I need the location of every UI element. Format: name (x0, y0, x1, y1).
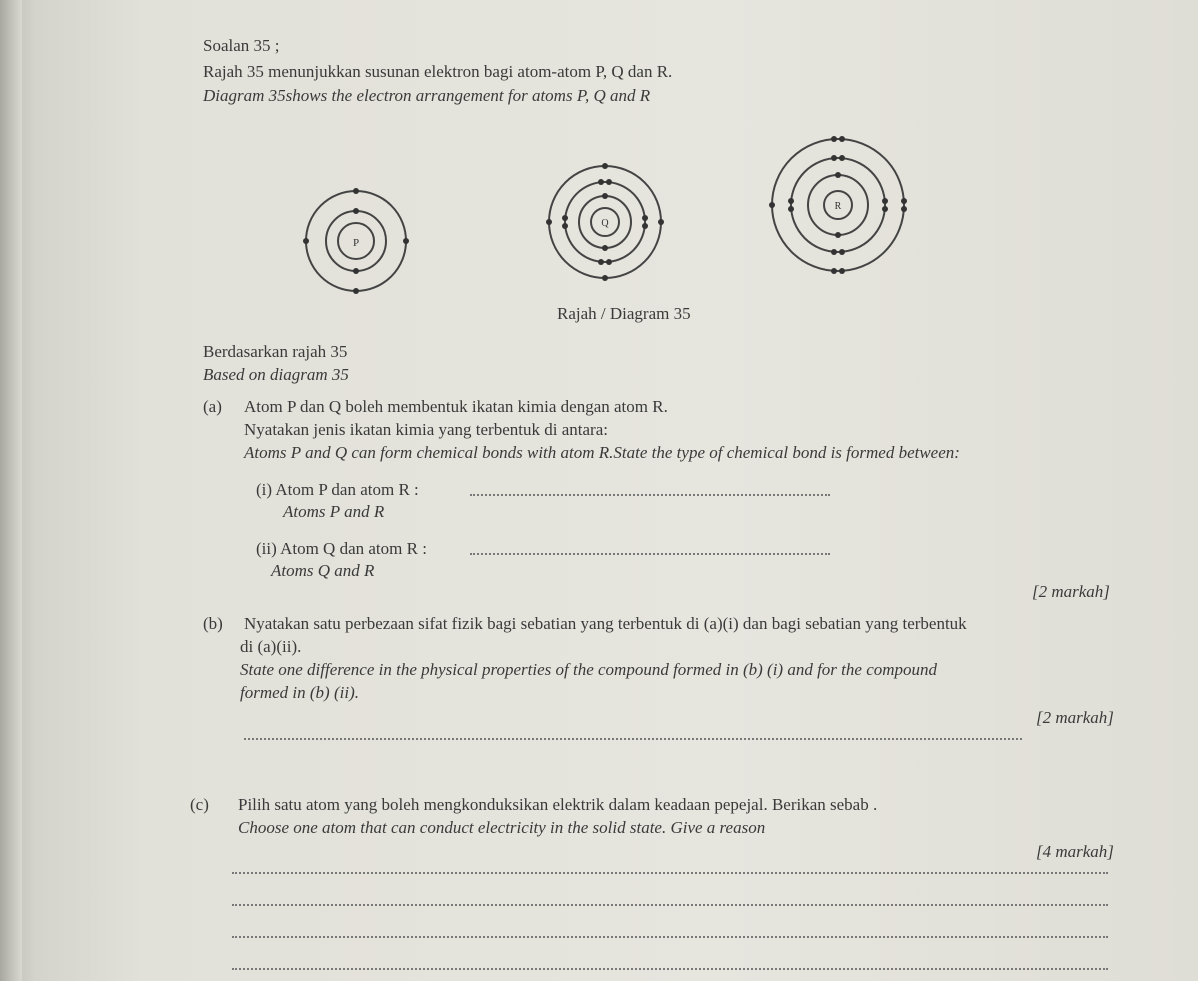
part-a-line3: Atoms P and Q can form chemical bonds with atom R.State the type of chemical bond is formed between: (244, 443, 960, 462)
based-malay: Berdasarkan rajah 35 (203, 342, 348, 361)
question-number: Soalan 35 ; (203, 36, 280, 55)
part-b-line2: di (a)(ii). (240, 637, 302, 656)
answer-line-c-3[interactable] (232, 936, 1108, 938)
atom-r-label: R (834, 201, 842, 212)
atom-r (769, 136, 907, 274)
part-a-marks: [2 markah] (1032, 582, 1110, 601)
atom-q (546, 163, 664, 281)
answer-line-b[interactable] (244, 738, 1022, 740)
based-english: Based on diagram 35 (203, 365, 349, 384)
intro-english: Diagram 35shows the electron arrangement for atoms P, Q and R (203, 86, 651, 105)
part-b-letter: (b) (203, 614, 223, 633)
part-c-marks: [4 markah] (1036, 842, 1114, 861)
diagram-caption: Rajah / Diagram 35 (557, 304, 691, 323)
part-a-i-malay: (i) Atom P dan atom R : (256, 480, 419, 499)
part-b-line3: State one difference in the physical properties of the compound formed in (b) (i) and for the compound (240, 660, 938, 679)
answer-line-a-ii[interactable] (470, 553, 830, 555)
part-a-ii-malay: (ii) Atom Q dan atom R : (256, 539, 427, 558)
part-a-line1: Atom P dan Q boleh membentuk ikatan kimia dengan atom R. (244, 397, 668, 416)
answer-line-c-2[interactable] (232, 904, 1108, 906)
part-c-line2: Choose one atom that can conduct electricity in the solid state. Give a reason (238, 818, 766, 837)
part-b-marks: [2 markah] (1036, 708, 1114, 727)
atom-q-label: Q (601, 218, 609, 229)
atom-p-label: P (352, 237, 360, 249)
part-c-letter: (c) (190, 795, 209, 814)
intro-malay: Rajah 35 menunjukkan susunan elektron bagi atom-atom P, Q dan R. (203, 62, 673, 81)
part-a-i-english: Atoms P and R (283, 502, 385, 521)
part-a-letter: (a) (203, 397, 222, 416)
answer-line-c-4[interactable] (232, 968, 1108, 970)
part-b-line1: Nyatakan satu perbezaan sifat fizik bagi sebatian yang terbentuk di (a)(i) dan bagi sebatian yang terbentuk (244, 614, 967, 633)
electron-arrangement-diagram (0, 0, 1198, 320)
part-a-line2: Nyatakan jenis ikatan kimia yang terbentuk di antara: (244, 420, 608, 439)
answer-line-c-1[interactable] (232, 872, 1108, 874)
part-c-line1: Pilih satu atom yang boleh mengkonduksikan elektrik dalam keadaan pepejal. Berikan sebab . (238, 795, 878, 814)
answer-line-a-i[interactable] (470, 494, 830, 496)
atom-p (303, 188, 409, 294)
part-a-ii-english: Atoms Q and R (271, 561, 375, 580)
part-b-line4: formed in (b) (ii). (240, 683, 359, 702)
